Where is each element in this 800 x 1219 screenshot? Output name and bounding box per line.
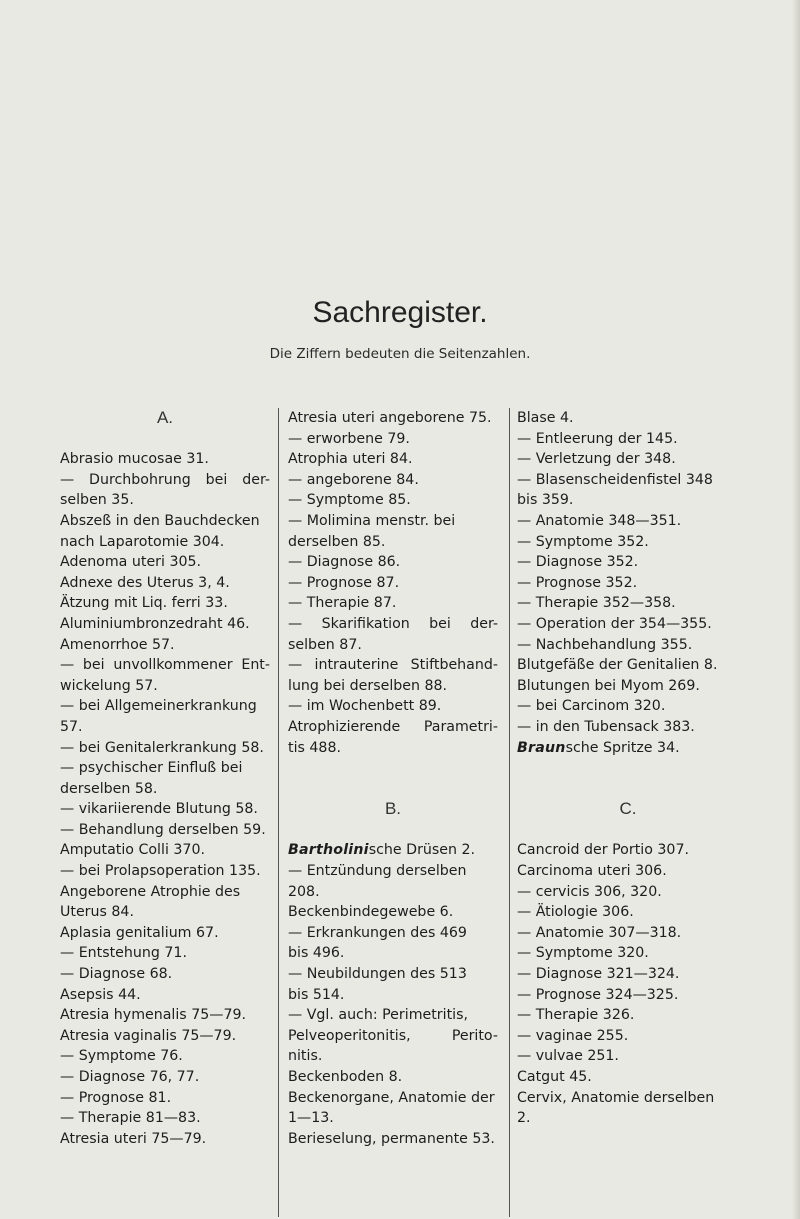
index-entry: nach Laparotomie 304. — [60, 533, 225, 550]
index-entry: Aplasia genitalium 67. — [60, 924, 219, 941]
index-entry: Beckenorgane, Anatomie der — [288, 1089, 495, 1106]
index-entry — [517, 738, 739, 759]
index-entry: Uterus 84. — [60, 904, 134, 921]
index-entry: Aluminiumbronzedraht 46. — [60, 615, 250, 632]
section-letter-c: C. — [619, 799, 637, 819]
index-entry: Abrasio mucosae 31. — [60, 451, 209, 468]
index-entry: selben 87. — [288, 636, 362, 653]
index-entry: — Diagnose 321—324. — [517, 966, 680, 983]
index-entry: — bei Carcinom 320. — [517, 698, 666, 715]
index-entry — [288, 840, 498, 861]
index-entry: — Nachbehandlung 355. — [517, 636, 693, 653]
index-entry: — Erkrankungen des 469 — [288, 924, 467, 941]
index-entry: — Diagnose 86. — [288, 554, 401, 571]
page-title: Sachregister. — [312, 296, 488, 329]
index-entry: nitis. — [288, 1048, 323, 1065]
index-entry: — Therapie 326. — [517, 1007, 635, 1024]
index-entry: Beckenbindegewebe 6. — [288, 904, 454, 921]
index-entry-italic: Braun — [517, 739, 566, 756]
index-entry: Abszeß in den Bauchdecken — [60, 512, 260, 529]
index-entry: — intrauterine Stiftbehand- — [288, 657, 498, 674]
index-entry: — Vgl. auch: Perimetritis, — [288, 1007, 468, 1024]
index-entry: — Skarifikation bei der- — [288, 615, 498, 632]
index-entry: Berieselung, permanente 53. — [288, 1130, 495, 1147]
section-letter-b: B. — [384, 799, 402, 819]
index-entry: — Ätiologie 306. — [517, 904, 634, 921]
index-entry: — Behandlung derselben 59. — [60, 821, 266, 838]
index-entry: — Therapie 87. — [288, 595, 397, 612]
index-entry: — Symptome 320. — [517, 945, 649, 962]
index-entry: — Therapie 81—83. — [60, 1110, 201, 1127]
index-entry: — Symptome 85. — [288, 492, 411, 509]
index-entry: — Diagnose 68. — [60, 966, 173, 983]
index-entry: Catgut 45. — [517, 1069, 592, 1085]
index-entry: Atresia uteri angeborene 75. — [288, 410, 492, 426]
index-entry: derselben 58. — [60, 780, 158, 797]
index-entry: Amputatio Colli 370. — [60, 842, 205, 859]
index-entry: — bei unvollkommener Ent- — [60, 657, 270, 674]
index-entry: — vulvae 251. — [517, 1048, 619, 1065]
index-entry: Asepsis 44. — [60, 986, 141, 1003]
index-entry: Amenorrhoe 57. — [60, 636, 175, 653]
index-entry: Atresia vaginalis 75—79. — [60, 1027, 237, 1044]
index-entry: — Durchbohrung bei der- — [60, 471, 270, 488]
index-entry: — Anatomie 348—351. — [517, 512, 682, 529]
index-entry: — Therapie 352—358. — [517, 595, 676, 612]
index-entry: — Prognose 87. — [288, 574, 400, 591]
index-entry: bis 514. — [288, 986, 345, 1003]
index-entry: 1—13. — [288, 1110, 334, 1127]
index-entry: — Prognose 324—325. — [517, 986, 679, 1003]
index-entry: Adenoma uteri 305. — [60, 554, 202, 571]
index-entry: Cancroid der Portio 307. — [517, 842, 689, 859]
index-entry: Atrophia uteri 84. — [288, 451, 413, 468]
index-entry: Atrophizierende Parametri- — [288, 718, 498, 735]
index-entry: Adnexe des Uterus 3, 4. — [60, 574, 230, 591]
index-entry: — bei Prolapsoperation 135. — [60, 863, 261, 880]
index-entry: Cervix, Anatomie derselben — [517, 1089, 715, 1106]
index-entry: — in den Tubensack 383. — [517, 718, 695, 735]
index-column-3 — [517, 408, 739, 1218]
index-entry: — bei Allgemeinerkrankung — [60, 698, 257, 715]
index-entry: — Neubildungen des 513 — [288, 966, 467, 983]
index-entry: bis 359. — [517, 492, 574, 509]
index-entry: 2. — [517, 1110, 531, 1127]
index-entry: — vikariierende Blutung 58. — [60, 801, 258, 818]
index-entry: Atresia hymenalis 75—79. — [60, 1007, 247, 1024]
index-entry: Pelveoperitonitis, Perito- — [288, 1027, 498, 1044]
column-divider — [278, 408, 279, 1217]
index-entry: tis 488. — [288, 739, 341, 756]
index-entry: Beckenboden 8. — [288, 1069, 403, 1085]
index-entry: — bei Genitalerkrankung 58. — [60, 739, 264, 756]
index-entry: wickelung 57. — [60, 677, 158, 694]
section-letter-a: A. — [156, 408, 174, 427]
index-entry: — Symptome 76. — [60, 1048, 183, 1065]
index-entry: — Blasenscheidenfistel 348 — [517, 471, 713, 488]
index-entry: — Anatomie 307—318. — [517, 924, 682, 941]
index-entry-italic: Bartholini — [288, 842, 369, 859]
page-subtitle: Die Ziffern bedeuten die Seitenzahlen. — [269, 346, 531, 362]
index-entry: — angeborene 84. — [288, 471, 419, 488]
index-entry: Ätzung mit Liq. ferri 33. — [60, 595, 228, 612]
index-entry: Blase 4. — [517, 410, 574, 426]
index-entry: — Diagnose 76, 77. — [60, 1069, 200, 1085]
index-entry: bis 496. — [288, 945, 345, 962]
index-entry: — Entzündung derselben — [288, 863, 467, 880]
index-entry: Angeborene Atrophie des — [60, 883, 241, 900]
index-column-1 — [60, 408, 270, 1218]
index-entry: — psychischer Einfluß bei — [60, 760, 243, 777]
index-entry-rest: sche Drüsen 2. — [368, 842, 476, 859]
index-entry: — Verletzung der 348. — [517, 451, 676, 468]
index-entry: — Entleerung der 145. — [517, 430, 678, 447]
index-entry: Blutungen bei Myom 269. — [517, 677, 700, 694]
index-entry: — cervicis 306, 320. — [517, 883, 662, 900]
index-entry: 57. — [60, 718, 83, 735]
index-entry: — vaginae 255. — [517, 1027, 629, 1044]
page-edge — [792, 0, 800, 1219]
index-entry: 208. — [288, 883, 320, 900]
index-entry: derselben 85. — [288, 533, 386, 550]
index-column-2 — [288, 408, 498, 1218]
index-entry-rest: sche Spritze 34. — [565, 739, 680, 756]
index-entry: — im Wochenbett 89. — [288, 698, 442, 715]
index-entry: — Prognose 81. — [60, 1089, 172, 1106]
column-divider — [509, 408, 510, 1217]
index-entry: — Diagnose 352. — [517, 554, 639, 571]
index-entry: — Prognose 352. — [517, 574, 638, 591]
index-entry: lung bei derselben 88. — [288, 677, 448, 694]
index-entry: Atresia uteri 75—79. — [60, 1130, 207, 1147]
index-entry: Blutgefäße der Genitalien 8. — [517, 657, 718, 674]
index-entry: — erworbene 79. — [288, 430, 410, 447]
index-entry: — Symptome 352. — [517, 533, 649, 550]
index-entry: — Molimina menstr. bei — [288, 512, 456, 529]
index-entry: selben 35. — [60, 492, 134, 509]
index-entry: Carcinoma uteri 306. — [517, 863, 667, 880]
index-entry: — Entstehung 71. — [60, 945, 187, 962]
index-entry: — Operation der 354—355. — [517, 615, 712, 632]
